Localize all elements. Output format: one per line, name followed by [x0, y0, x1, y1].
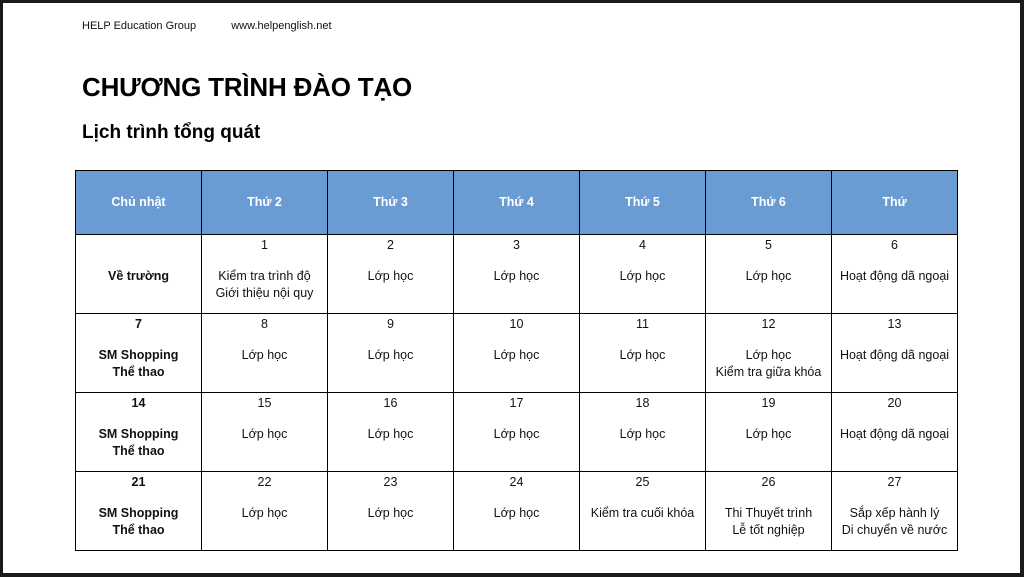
- page-title: CHƯƠNG TRÌNH ĐÀO TẠO: [82, 72, 413, 102]
- table-row: [76, 472, 958, 551]
- activity-text: Di chuyển về nước: [841, 523, 948, 537]
- activity-text: Lớp học: [493, 506, 540, 520]
- table-cell: [580, 314, 706, 393]
- activity-text: Hoạt động dã ngoại: [839, 269, 950, 283]
- activity-text: Giới thiệu nội quy: [215, 286, 314, 300]
- day-number: 14: [131, 396, 146, 410]
- day-number: 25: [635, 475, 650, 489]
- header-thursday: Thứ 5: [580, 171, 706, 235]
- table-cell: [454, 393, 580, 472]
- activity-text: SM Shopping: [98, 348, 179, 362]
- table-cell: [202, 393, 328, 472]
- activity-text: Kiểm tra trình độ: [218, 269, 311, 283]
- header-saturday: Thứ: [832, 171, 958, 235]
- table-cell: [580, 472, 706, 551]
- table-cell: [832, 472, 958, 551]
- table-cell: [328, 393, 454, 472]
- day-number: 12: [761, 317, 776, 331]
- activity-text: Về trường: [108, 269, 169, 283]
- header-wednesday: Thứ 4: [454, 171, 580, 235]
- activity-text: Lớp học: [619, 427, 666, 441]
- activity-text: Lớp học: [493, 348, 540, 362]
- schedule-body: [76, 235, 958, 551]
- activity-text: Lớp học: [241, 348, 288, 362]
- day-number: 18: [635, 396, 650, 410]
- page-subtitle: Lịch trình tổng quát: [82, 122, 261, 143]
- activity-text: Thể thao: [112, 523, 165, 537]
- day-number: 11: [636, 317, 649, 331]
- table-cell: [202, 314, 328, 393]
- table-cell: [328, 235, 454, 314]
- schedule-table: [75, 170, 958, 551]
- day-number: 22: [257, 475, 272, 489]
- activity-text: Hoạt động dã ngoại: [839, 348, 950, 362]
- website-url: www.helpenglish.net: [231, 20, 332, 32]
- day-number: 8: [261, 317, 268, 331]
- activity-text: Lớp học: [745, 427, 792, 441]
- table-row: [76, 314, 958, 393]
- day-number: 5: [765, 238, 772, 252]
- page-header: [82, 20, 332, 32]
- header-friday: Thứ 6: [706, 171, 832, 235]
- table-row: [76, 235, 958, 314]
- table-cell: [832, 314, 958, 393]
- day-number: 10: [509, 317, 524, 331]
- activity-text: Lớp học: [241, 506, 288, 520]
- table-cell: [328, 472, 454, 551]
- table-cell: [580, 393, 706, 472]
- day-number: 13: [887, 317, 902, 331]
- day-number: [76, 237, 201, 254]
- activity-text: Lớp học: [619, 348, 666, 362]
- day-number: 23: [383, 475, 398, 489]
- day-number: 16: [383, 396, 398, 410]
- day-number: 7: [135, 317, 142, 331]
- organization-name: HELP Education Group: [82, 20, 197, 32]
- activity-text: Lớp học: [241, 427, 288, 441]
- day-number: 27: [887, 475, 902, 489]
- day-number: 15: [257, 396, 272, 410]
- day-number: 3: [513, 238, 520, 252]
- table-cell: [76, 393, 202, 472]
- day-number: 21: [131, 475, 146, 489]
- day-number: 24: [509, 475, 524, 489]
- activity-text: Lớp học: [367, 348, 414, 362]
- table-cell: [328, 314, 454, 393]
- header-tuesday: Thứ 3: [328, 171, 454, 235]
- document-page: [3, 3, 1020, 573]
- day-number: 6: [891, 238, 898, 252]
- day-number: 2: [387, 238, 394, 252]
- table-cell: [706, 235, 832, 314]
- table-cell: [580, 235, 706, 314]
- day-number: 4: [639, 238, 646, 252]
- table-cell: [454, 472, 580, 551]
- table-cell: [76, 235, 202, 314]
- activity-text: Hoạt động dã ngoại: [839, 427, 950, 441]
- activity-text: Lễ tốt nghiệp: [732, 523, 805, 537]
- table-cell: [706, 393, 832, 472]
- activity-text: Lớp học: [367, 506, 414, 520]
- activity-text: Lớp học: [367, 427, 414, 441]
- day-number: 1: [261, 238, 268, 252]
- day-number: 9: [387, 317, 394, 331]
- table-cell: [202, 235, 328, 314]
- activity-text: Kiểm tra giữa khóa: [715, 365, 822, 379]
- table-row: [76, 393, 958, 472]
- table-cell: [454, 235, 580, 314]
- activity-text: Lớp học: [745, 269, 792, 283]
- table-cell: [454, 314, 580, 393]
- activity-text: Lớp học: [745, 348, 792, 362]
- activity-text: Lớp học: [619, 269, 666, 283]
- day-number: 20: [887, 396, 902, 410]
- header-sunday: Chủ nhật: [76, 171, 202, 235]
- activity-text: Lớp học: [493, 269, 540, 283]
- activity-text: Lớp học: [493, 427, 540, 441]
- table-cell: [76, 314, 202, 393]
- table-cell: [202, 472, 328, 551]
- table-cell: [832, 393, 958, 472]
- table-cell: [76, 472, 202, 551]
- activity-text: Thể thao: [112, 444, 165, 458]
- table-header-row: [76, 171, 958, 235]
- activity-text: SM Shopping: [98, 427, 179, 441]
- table-cell: [706, 314, 832, 393]
- activity-text: Thi Thuyết trình: [724, 506, 813, 520]
- activity-text: Kiểm tra cuối khóa: [590, 506, 695, 520]
- table-cell: [706, 472, 832, 551]
- day-number: 26: [761, 475, 776, 489]
- activity-text: SM Shopping: [98, 506, 179, 520]
- activity-text: Sắp xếp hành lý: [849, 506, 940, 520]
- day-number: 19: [761, 396, 776, 410]
- activity-text: Thể thao: [112, 365, 165, 379]
- day-number: 17: [509, 396, 524, 410]
- activity-text: Lớp học: [367, 269, 414, 283]
- table-cell: [832, 235, 958, 314]
- header-monday: Thứ 2: [202, 171, 328, 235]
